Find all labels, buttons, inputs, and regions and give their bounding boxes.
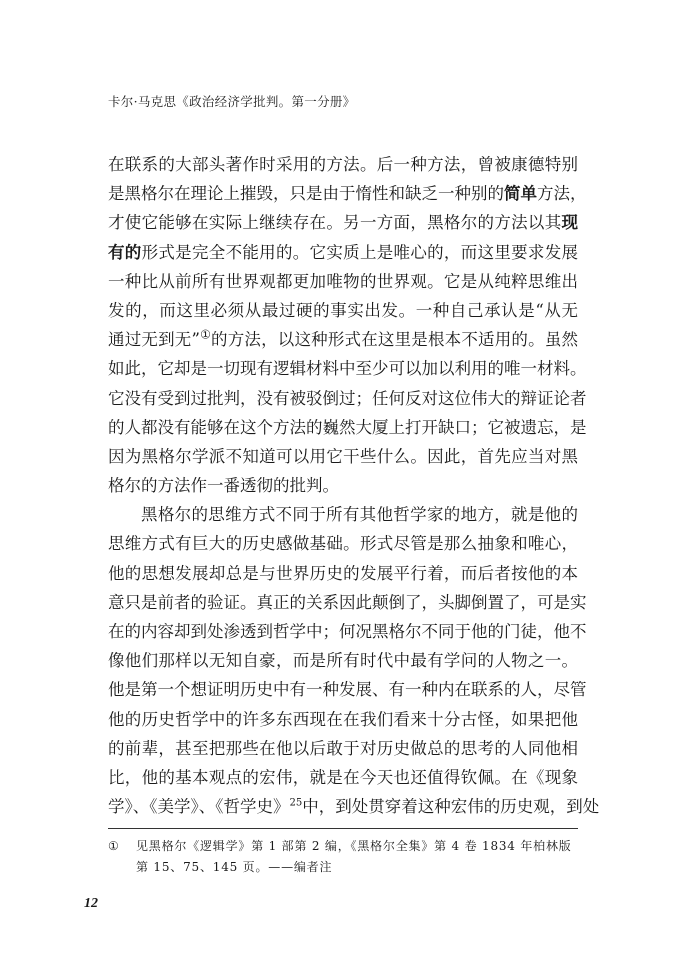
text-line: 在的内容却到处渗透到哲学中；何况黑格尔不同于他的门徒，他不 [108, 622, 587, 641]
text-line: 格尔的方法作一番透彻的批判。 [108, 476, 339, 496]
endnote-reference[interactable]: 25 [289, 797, 303, 809]
footnote-mark: ① [108, 839, 120, 853]
text-line: 意只是前者的验证。真正的关系因此颠倒了，头脚倒置了，可是实 [108, 592, 587, 612]
text-line: 在联系的大部头著作时采用的方法。后一种方法，曾被康德特别 [108, 155, 578, 174]
text-line: 通过无到无”①的方法，以这种形式在这里是根本不适用的。虽然 [108, 327, 579, 350]
text-line: 他的历史哲学中的许多东西现在在我们看来十分古怪，如果把他 [108, 709, 578, 729]
text-line: 一种比从前所有世界观都更加唯物的世界观。它是从纯粹思维出 [108, 271, 578, 291]
text-line: 思维方式有巨大的历史感做基础。形式尽管是那么抽象和唯心， [108, 534, 578, 554]
footnote-reference[interactable]: ① [199, 327, 212, 342]
text-line: 是黑格尔在理论上摧毁，只是由于惰性和缺乏一种别的简单方法， [108, 184, 587, 204]
text-line: 如此，它却是一切现有逻辑材料中至少可以加以利用的唯一材料。 [108, 359, 587, 379]
text-line: 学》、《美学》、《哲学史》$^{25}$中，到处贯穿着这种宏伟的历史观，到处 [108, 797, 600, 817]
footnote-divider [108, 828, 578, 829]
text-line: 的人都没有能够在这个方法的巍然大厦上打开缺口；它被遗忘，是 [108, 417, 587, 437]
footnote-line: 第 15、75、145 页。——编者注 [136, 860, 333, 874]
text-line: 才使它能够在实际上继续存在。另一方面，黑格尔的方法以其现 [108, 213, 578, 233]
body-text [108, 150, 600, 821]
emphasis: 有的 [108, 242, 142, 262]
text-line: 他是第一个想证明历史中有一种发展、有一种内在联系的人，尽管 [108, 680, 587, 700]
emphasis: 简单 [504, 184, 537, 204]
text-line: 黑格尔的思维方式不同于所有其他哲学家的地方，就是他的 [141, 505, 578, 525]
running-head: 卡尔·马克思《政治经济学批判。第一分册》 [108, 94, 356, 109]
page-number: 12 [84, 896, 98, 911]
emphasis: 现 [561, 213, 578, 233]
footnote-line: ① 见黑格尔《逻辑学》第 1 部第 2 编，《黑格尔全集》第 4 卷 1834 年柏林版 [108, 836, 578, 857]
text-line: 他的思想发展却总是与世界历史的发展平行着，而后者按他的本 [108, 563, 578, 583]
text-line: 因为黑格尔学派不知道可以用它干些什么。因此，首先应当对黑 [108, 446, 578, 466]
text-line: 比，他的基本观点的宏伟，就是在今天也还值得钦佩。在《现象 [108, 767, 578, 787]
text-line: 发的，而这里必须从最过硬的事实出发。一种自己承认是“从无 [108, 300, 578, 320]
text-line: 它没有受到过批判，没有被驳倒过；任何反对这位伟大的辩证论者 [108, 388, 587, 408]
text-line: 像他们那样以无知自豪，而是所有时代中最有学问的人物之一。 [108, 651, 578, 671]
footnote [108, 836, 578, 878]
text-line: 的前辈，甚至把那些在他以后敢于对历史做总的思考的人同他相 [108, 738, 578, 758]
text-line: 有的形式是完全不能用的。它实质上是唯心的，而这里要求发展 [108, 242, 579, 262]
